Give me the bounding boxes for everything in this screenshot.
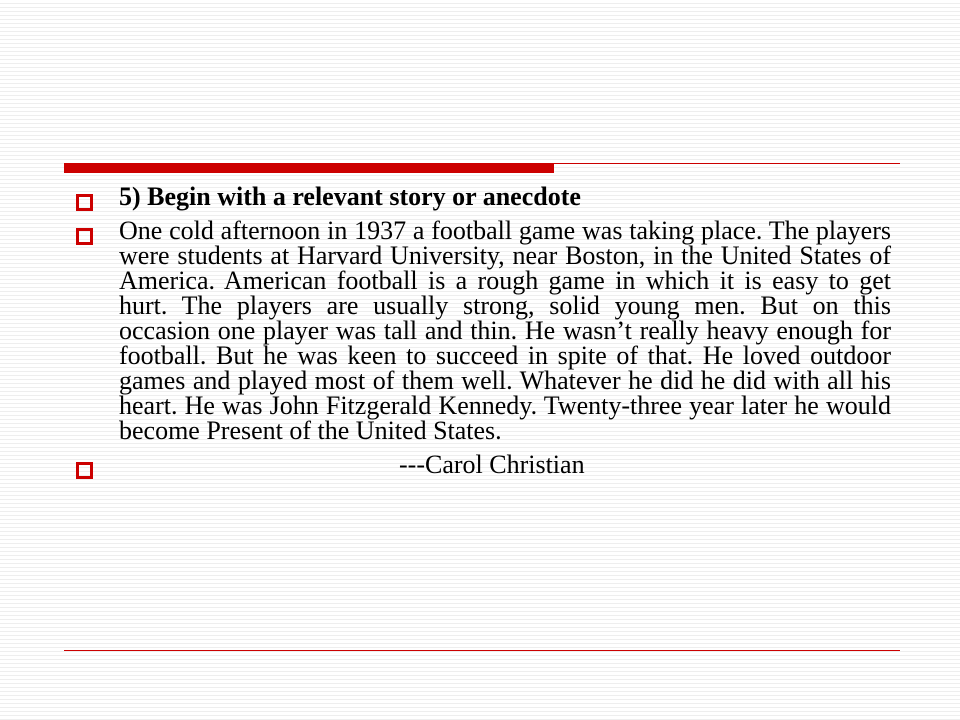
bullet-heading [76,184,891,209]
hollow-square-bullet-icon [76,194,93,211]
footer-rule [64,650,900,651]
bullet-story-text: One cold afternoon in 1937 a football game was taking place. The players were students at Harvard University, near Boston, in the United States of America. American football is a rough game in which it is easy to get hurt. The players are usually strong, solid young men. But on this occasion one player was tall and thin. He wasn’t really heavy enough for football. But he was keen to succeed in spite of that. He loved outdoor games and played most of them well. Whatever he did he did with all his heart. He was John Fitzgerald Kennedy. Twenty-three year later he would become Present of the United States. [119,216,891,445]
bullet-story [76,218,891,443]
bullet-attribution-text: ---Carol Christian [399,450,585,479]
hollow-square-bullet-icon [76,462,93,479]
bullet-heading-text: 5) Begin with a relevant story or anecdote [119,182,581,211]
bullet-attribution [76,452,891,477]
header-rule [554,163,900,164]
hollow-square-bullet-icon [76,228,93,245]
bullet-list [76,184,891,486]
header-accent-bar [64,163,554,173]
